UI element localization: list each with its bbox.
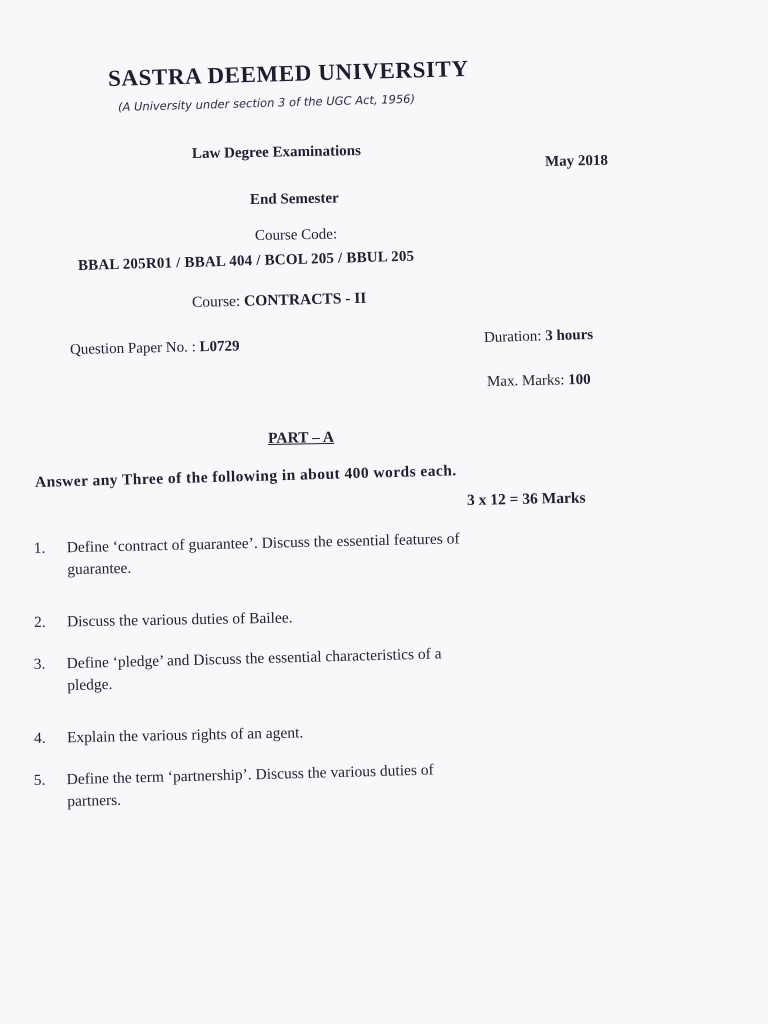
question-text-continued: guarantee. — [67, 559, 132, 579]
university-subtitle: (A University under section 3 of the UGC Act, 1956) — [117, 91, 416, 114]
duration-label: Duration: — [483, 328, 542, 346]
exam-date: May 2018 — [544, 152, 609, 170]
course-codes: BBAL 205R01 / BBAL 404 / BCOL 205 / BBUL 205 — [77, 248, 415, 274]
max-marks-line — [487, 372, 591, 391]
question-item — [33, 760, 434, 814]
question-item — [34, 528, 461, 582]
part-a-heading: PART – A — [267, 428, 335, 447]
question-number: 1. — [33, 539, 46, 558]
question-number: 5. — [33, 771, 46, 790]
question-paper-number: L0729 — [199, 338, 240, 356]
course-label: Course: — [191, 292, 241, 311]
question-text: Define the term ‘partnership’. Discuss the various duties of — [66, 761, 434, 789]
question-text-continued: partners. — [67, 791, 122, 811]
course-name: CONTRACTS - II — [243, 289, 367, 310]
question-item — [33, 643, 442, 698]
duration-value: 3 hours — [544, 326, 594, 345]
university-name: SASTRA DEEMED UNIVERSITY — [107, 55, 469, 91]
question-paper-label: Question Paper No. : — [69, 339, 196, 358]
question-text: Explain the various rights of an agent. — [66, 724, 304, 747]
question-item — [34, 607, 293, 634]
course-code-label: Course Code: — [254, 226, 338, 244]
max-marks-label: Max. Marks: — [486, 372, 565, 390]
part-a-marks: 3 x 12 = 36 Marks — [466, 489, 586, 509]
question-paper-line — [70, 338, 240, 359]
question-text: Define ‘pledge’ and Discuss the essential characteristics of a — [66, 645, 442, 673]
semester-label: End Semester — [249, 190, 339, 208]
course-line — [192, 290, 367, 312]
question-item — [34, 722, 304, 750]
question-number: 4. — [33, 729, 46, 747]
part-a-instruction: Answer any Three of the following in about 400 words each. — [34, 462, 457, 491]
question-text: Define ‘contract of guarantee’. Discuss the essential features of — [66, 530, 460, 557]
duration-line — [484, 327, 594, 347]
question-text: Discuss the various duties of Bailee. — [66, 609, 293, 631]
question-number: 2. — [33, 613, 46, 631]
question-number: 3. — [33, 655, 46, 674]
examination-title: Law Degree Examinations — [191, 143, 361, 162]
question-text-continued: pledge. — [67, 675, 113, 695]
max-marks-value: 100 — [568, 371, 591, 389]
